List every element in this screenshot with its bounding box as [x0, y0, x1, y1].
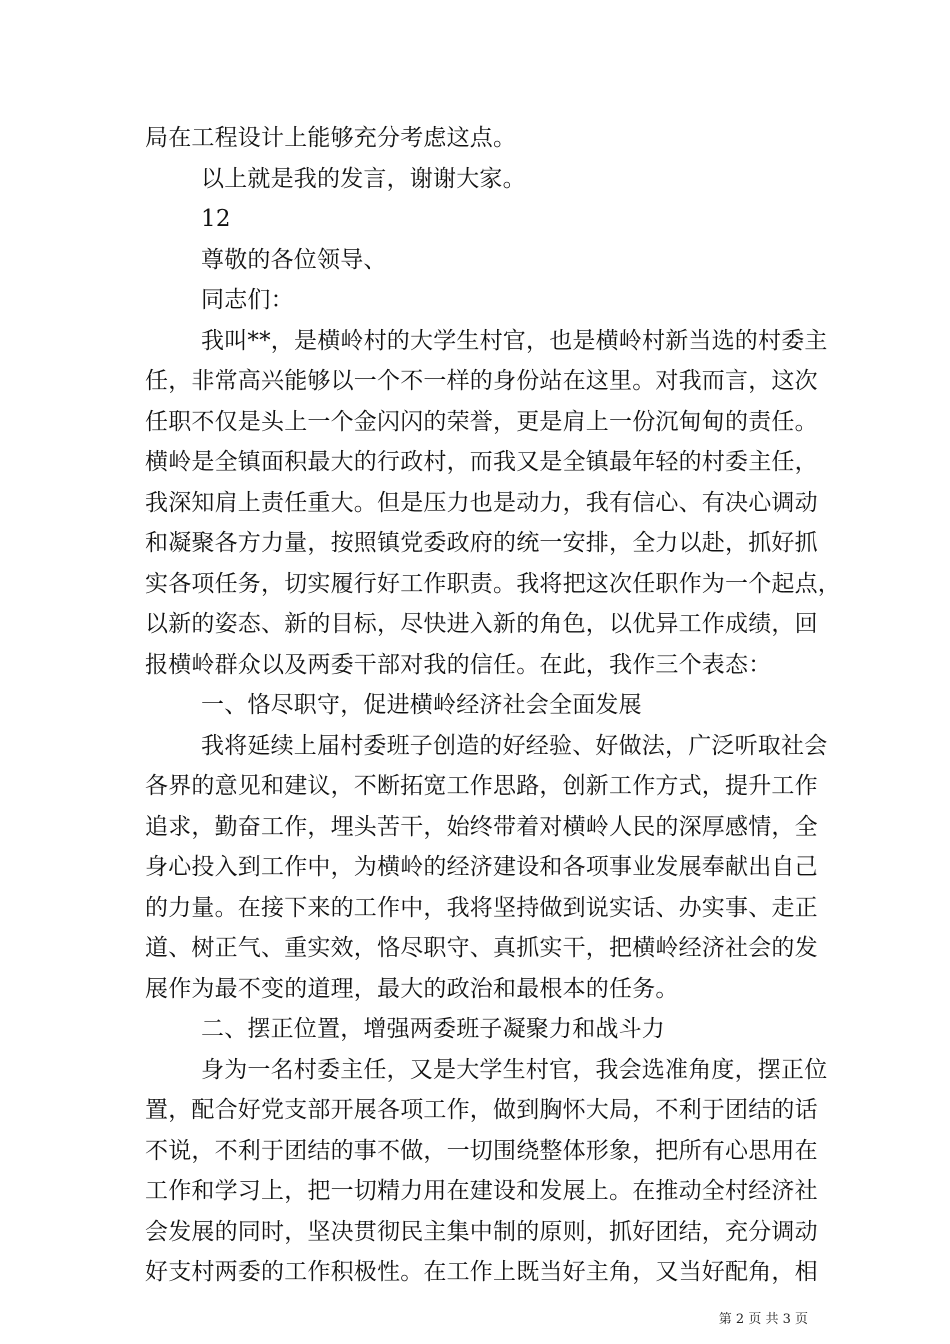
document-body	[145, 118, 841, 1293]
text-line: 局在工程设计上能够充分考虑这点。	[145, 125, 517, 151]
text-line: 道、树正气、重实效，恪尽职守、真抓实干，把横岭经济社会的发	[145, 935, 818, 961]
text-line: 我将延续上届村委班子创造的好经验、好做法，广泛听取社会	[201, 732, 828, 759]
text-line: 好支村两委的工作积极性。在工作上既当好主角，又当好配角，相	[145, 1259, 818, 1285]
text-line: 二、摆正位置，增强两委班子凝聚力和战斗力	[201, 1016, 665, 1042]
text-line: 任职不仅是头上一个金闪闪的荣誉，更是肩上一份沉甸甸的责任。	[145, 408, 818, 435]
text-line: 一、恪尽职守，促进横岭经济社会全面发展	[201, 692, 642, 718]
text-line: 任，非常高兴能够以一个不一样的身份站在这里。对我而言，这次	[145, 368, 818, 394]
text-line: 的力量。在接下来的工作中，我将坚持做到说实话、办实事、走正	[145, 894, 818, 921]
text-line: 以新的姿态、新的目标，尽快进入新的角色，以优异工作成绩，回	[145, 611, 818, 637]
page-number: 第 2 页 共 3 页	[718, 1312, 808, 1327]
text-line: 会发展的同时，坚决贯彻民主集中制的原则，抓好团结，充分调动	[145, 1218, 818, 1245]
text-line: 不说，不利于团结的事不做，一切围绕整体形象，把所有心思用在	[145, 1137, 818, 1164]
text-line: 报横岭群众以及两委干部对我的信任。在此，我作三个表态：	[145, 651, 772, 678]
text-line: 实各项任务，切实履行好工作职责。我将把这次任职作为一个起点，	[145, 570, 841, 597]
text-line: 我深知肩上责任重大。但是压力也是动力，我有信心、有决心调动	[145, 489, 818, 516]
text-line: 以上就是我的发言，谢谢大家。	[201, 165, 526, 192]
text-line: 我叫**，是横岭村的大学生村官，也是横岭村新当选的村委主	[201, 327, 828, 354]
text-line: 展作为最不变的道理，最大的政治和最根本的任务。	[145, 975, 679, 1002]
text-line: 横岭是全镇面积最大的行政村，而我又是全镇最年轻的村委主任，	[145, 449, 818, 475]
text-line: 尊敬的各位领导、	[201, 246, 387, 273]
text-line: 各界的意见和建议，不断拓宽工作思路，创新工作方式，提升工作	[145, 773, 818, 799]
text-line: 12	[201, 206, 231, 232]
text-line: 置，配合好党支部开展各项工作，做到胸怀大局，不利于团结的话	[145, 1097, 818, 1123]
text-line: 身为一名村委主任，又是大学生村官，我会选准角度，摆正位	[201, 1056, 828, 1083]
text-line: 同志们：	[201, 287, 294, 313]
text-line: 身心投入到工作中，为横岭的经济建设和各项事业发展奉献出自己	[145, 854, 818, 880]
text-line: 追求，勤奋工作，埋头苦干，始终带着对横岭人民的深厚感情，全	[145, 813, 818, 840]
text-line: 和凝聚各方力量，按照镇党委政府的统一安排，全力以赴，抓好抓	[145, 530, 818, 556]
text-line: 工作和学习上，把一切精力用在建设和发展上。在推动全村经济社	[145, 1178, 818, 1204]
